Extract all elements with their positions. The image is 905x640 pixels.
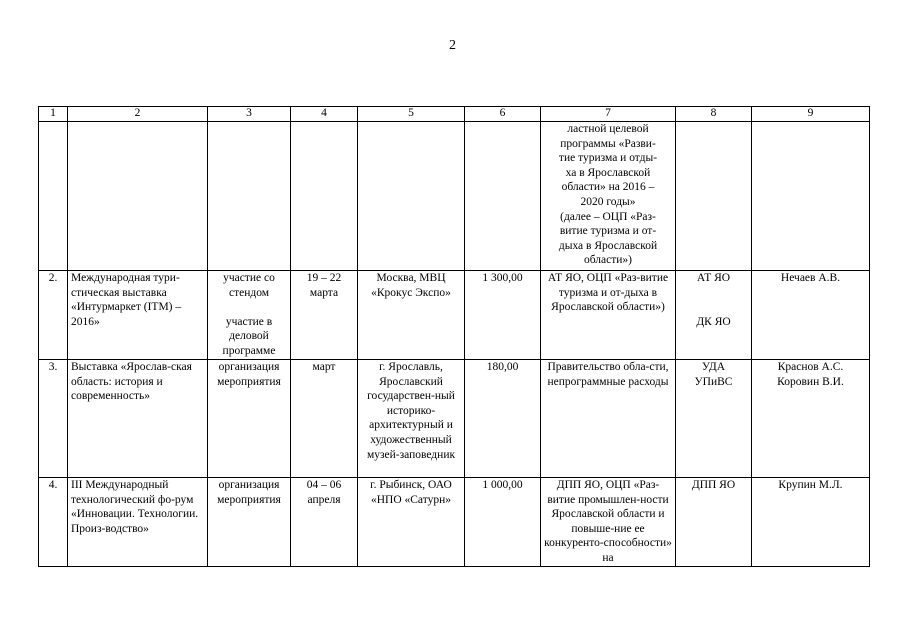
person-text: Коровин В.И.: [777, 375, 844, 388]
responsible-person-cell: [752, 360, 870, 478]
responsible-person-cell: [752, 122, 870, 271]
source-line: ластной целевой: [567, 123, 649, 135]
person-text: Краснов А.С.: [777, 361, 844, 373]
source-line: тие туризма и отды-: [558, 152, 658, 165]
header-cell: 8: [676, 107, 752, 122]
source-line: 2020 годы»: [580, 195, 636, 208]
funding-source-cell: АТ ЯО, ОЦП «Раз-витие туризма и от-дыха в Ярославской области»): [541, 271, 676, 360]
table-row: [39, 122, 870, 271]
form-cell: организация мероприятия: [208, 360, 291, 478]
responsible-org-cell: [676, 271, 752, 360]
funding-source-cell: [541, 122, 676, 271]
place-cell: г. Ярославль, Ярославский государствен-ный историко-архитектурный и художественный музей-заповедник: [358, 360, 465, 478]
table-row: [39, 271, 870, 360]
org-text: УПиВС: [694, 375, 733, 388]
responsible-org-cell: [676, 122, 752, 271]
amount-cell: 1 000,00: [465, 478, 541, 567]
source-line: программы «Разви-: [560, 137, 656, 150]
responsible-person-cell: Нечаев А.В.: [752, 271, 870, 360]
date-cell: [291, 122, 358, 271]
header-row: [39, 107, 870, 122]
table-row: [39, 360, 870, 478]
form-text: участие в деловой программе: [222, 315, 276, 357]
header-cell: 1: [39, 107, 68, 122]
source-line: области» на 2016 –: [561, 181, 655, 194]
responsible-person-cell: Крупин М.Л.: [752, 478, 870, 567]
form-text: участие со стендом: [223, 272, 275, 299]
amount-cell: 180,00: [465, 360, 541, 478]
event-cell: III Международный технологический фо-рум «Инновации. Технологии. Произ-водство»: [68, 478, 208, 567]
funding-source-cell: ДПП ЯО, ОЦП «Раз-витие промышлен-ности Ярославской области и повыше-ние ее конкуренто-способности» на: [541, 478, 676, 567]
event-cell: Международная тури-стическая выставка «Интурмаркет (ITM) – 2016»: [68, 271, 208, 360]
date-cell: 19 – 22 марта: [291, 271, 358, 360]
date-cell: март: [291, 360, 358, 478]
responsible-org-cell: ДПП ЯО: [676, 478, 752, 567]
date-cell: 04 – 06 апреля: [291, 478, 358, 567]
event-cell: [68, 122, 208, 271]
org-text: АТ ЯО: [696, 272, 731, 284]
org-text: УДА: [701, 361, 726, 373]
source-line: (далее – ОЦП «Раз-: [560, 210, 656, 223]
amount-cell: 1 300,00: [465, 271, 541, 360]
header-cell: 3: [208, 107, 291, 122]
source-line: области»): [583, 254, 633, 267]
header-cell: 4: [291, 107, 358, 122]
header-cell: 9: [752, 107, 870, 122]
header-cell: 2: [68, 107, 208, 122]
row-number-cell: 2.: [39, 271, 68, 360]
event-cell: Выставка «Ярослав-ская область: история и современность»: [68, 360, 208, 478]
form-cell: [208, 122, 291, 271]
source-line: витие туризма и от-: [559, 225, 657, 238]
header-cell: 7: [541, 107, 676, 122]
source-line: ха в Ярославской: [565, 166, 651, 179]
row-number-cell: 4.: [39, 478, 68, 567]
page-number: 2: [449, 38, 456, 53]
form-cell: организация мероприятия: [208, 478, 291, 567]
header-cell: 5: [358, 107, 465, 122]
header-cell: 6: [465, 107, 541, 122]
events-table: [38, 106, 870, 567]
place-cell: Москва, МВЦ «Крокус Экспо»: [358, 271, 465, 360]
source-line: дыха в Ярославской: [558, 239, 658, 252]
org-text: ДК ЯО: [696, 315, 731, 328]
place-cell: г. Рыбинск, ОАО «НПО «Сатурн»: [358, 478, 465, 567]
row-number-cell: [39, 122, 68, 271]
row-number-cell: 3.: [39, 360, 68, 478]
table-row: [39, 478, 870, 567]
funding-source-cell: Правительство обла-сти, непрограммные расходы: [541, 360, 676, 478]
place-cell: [358, 122, 465, 271]
responsible-org-cell: [676, 360, 752, 478]
amount-cell: [465, 122, 541, 271]
form-cell: [208, 271, 291, 360]
